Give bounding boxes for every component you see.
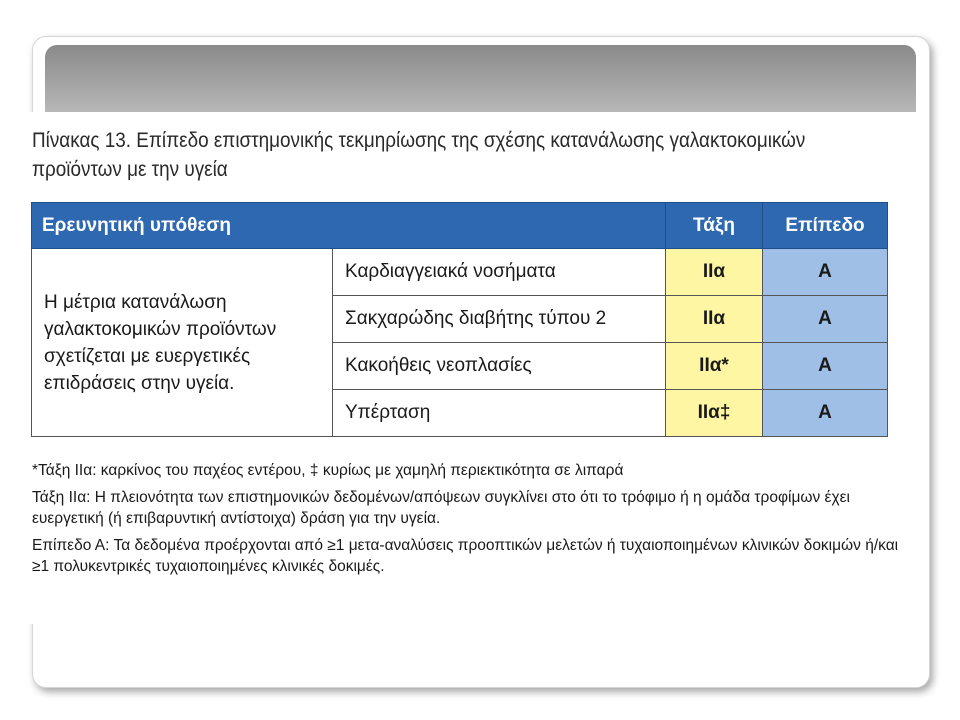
condition-cell: Καρδιαγγειακά νοσήματα (333, 249, 666, 296)
class-cell: IIα* (666, 343, 763, 390)
class-cell: IIα‡ (666, 390, 763, 437)
header-level: Επίπεδο (763, 203, 888, 249)
condition-cell: Σακχαρώδης διαβήτης τύπου 2 (333, 296, 666, 343)
table-header-row (32, 203, 888, 249)
slide-title-band (45, 45, 916, 115)
table-caption: Πίνακας 13. Επίπεδο επιστημονικής τεκμηρίωσης της σχέσης κατανάλωσης γαλακτοκομικών προϊόντων με την υγεία (32, 129, 806, 181)
class-cell: IIα (666, 296, 763, 343)
class-cell: IIα (666, 249, 763, 296)
table-notes (32, 460, 912, 583)
level-cell: Α (763, 390, 888, 437)
condition-cell: Κακοήθεις νεοπλασίες (333, 343, 666, 390)
note-level-definition: Επίπεδο Α: Τα δεδομένα προέρχονται από ≥1 μετα-αναλύσεις προοπτικών μελετών ή τυχαιοποιημένων κλινικών δοκιμών ή/και ≥1 πολυκεντρικές τυχαιοποιημένες κλινικές δοκιμές. (32, 537, 899, 575)
evidence-table (31, 202, 888, 437)
hypothesis-cell: Η μέτρια κατανάλωση γαλακτοκομικών προϊόντων σχετίζεται με ευεργετικές επιδράσεις στην υγεία. (32, 249, 333, 437)
level-cell: Α (763, 296, 888, 343)
header-hypothesis: Ερευνητική υπόθεση (32, 203, 666, 249)
level-cell: Α (763, 249, 888, 296)
note-footnote: *Τάξη IIα: καρκίνος του παχέος εντέρου, ‡ κυρίως με χαμηλή περιεκτικότητα σε λιπαρά (32, 462, 624, 479)
note-class-definition: Τάξη IIα: Η πλειονότητα των επιστημονικών δεδομένων/απόψεων συγκλίνει στο ότι το τρόφιμο ή η ομάδα τροφίμων έχει ευεργετική (ή επιβαρυντική αντίστοιχα) δράση για την υγεία. (32, 489, 850, 527)
table-row (32, 249, 888, 296)
header-class: Τάξη (666, 203, 763, 249)
table-image (20, 112, 916, 624)
level-cell: Α (763, 343, 888, 390)
condition-cell: Υπέρταση (333, 390, 666, 437)
